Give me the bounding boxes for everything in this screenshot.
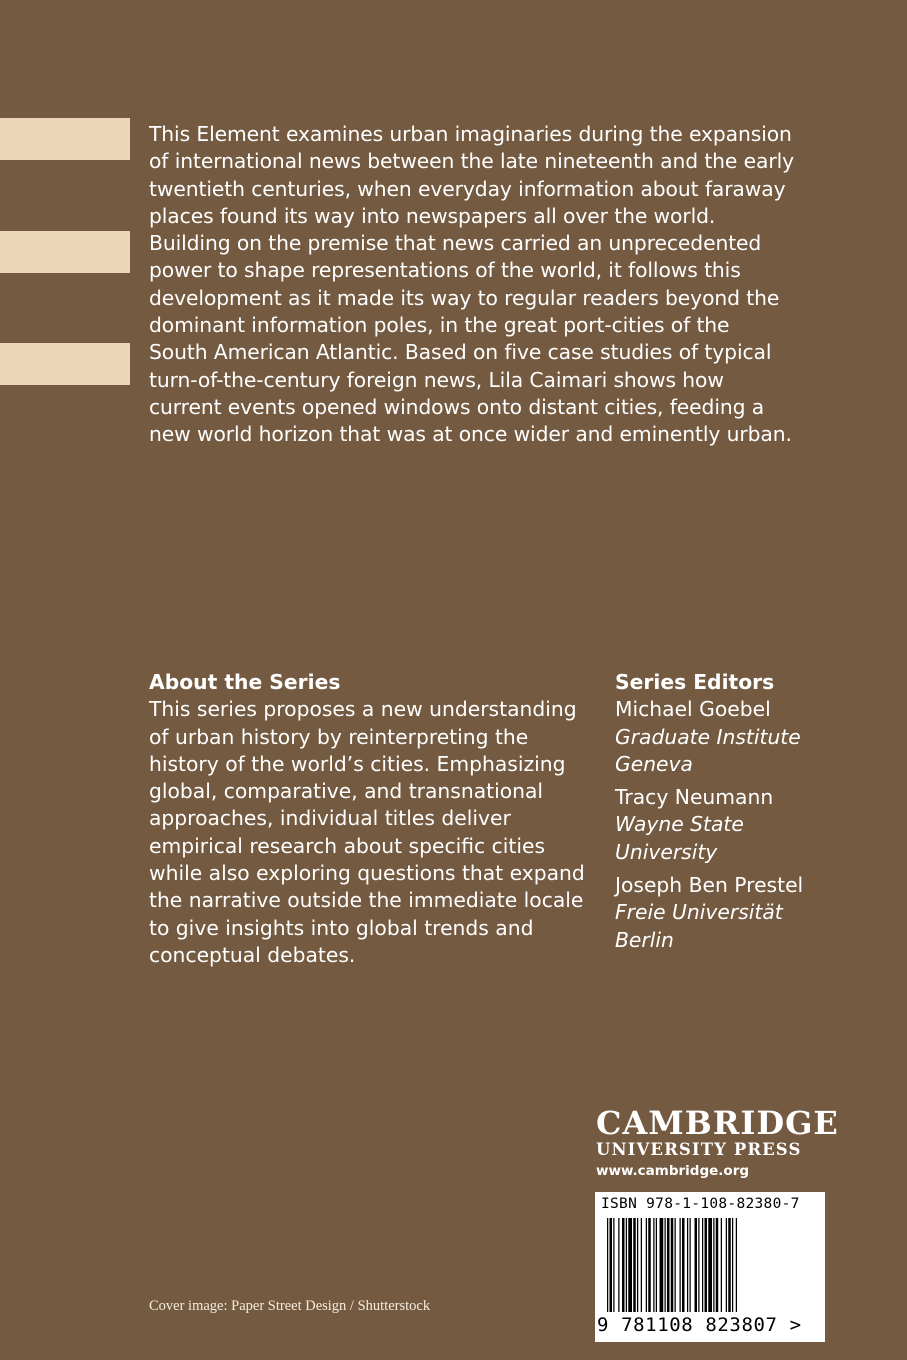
cover-image-credit: Cover image: Paper Street Design / Shutterstock <box>149 1298 431 1314</box>
publisher-url: www.cambridge.org <box>596 1163 750 1179</box>
publisher-logo <box>596 1104 839 1182</box>
description-line: Building on the premise that news carried an unprecedented <box>149 231 762 256</box>
about-line: empirical research about specific cities <box>149 833 546 858</box>
isbn-digits: 9 781108 823807 > <box>597 1314 802 1336</box>
editor-affiliation: University <box>615 839 718 864</box>
description-line: South American Atlantic. Based on five case studies of typical <box>149 340 772 365</box>
description-line: twentieth centuries, when everyday information about faraway <box>149 176 786 201</box>
about-line: of urban history by reinterpreting the <box>149 724 529 749</box>
description-line: This Element examines urban imaginaries during the expansion <box>149 122 792 146</box>
editor-entry <box>615 696 875 778</box>
description-line: dominant information poles, in the great port-cities of the <box>149 313 730 338</box>
editor-name: Tracy Neumann <box>615 785 774 810</box>
editor-entry <box>615 872 875 954</box>
description-line: development as it made its way to regular readers beyond the <box>149 285 780 310</box>
editors-heading: Series Editors <box>615 670 775 694</box>
description-line: places found its way into newspapers all over the world. <box>149 203 716 228</box>
accent-bar-1 <box>0 118 130 160</box>
description-line: new world horizon that was at once wider and eminently urban. <box>149 422 792 447</box>
editor-affiliation: Graduate Institute <box>615 724 801 749</box>
about-line: global, comparative, and transnational <box>149 779 544 804</box>
description-line: turn-of-the-century foreign news, Lila Caimari shows how <box>149 367 724 392</box>
book-description <box>149 121 839 449</box>
editor-entry <box>615 784 875 866</box>
editor-affiliation: Wayne State <box>615 812 744 837</box>
description-line: current events opened windows onto distant cities, feeding a <box>149 394 765 419</box>
publisher-press: UNIVERSITY PRESS <box>596 1140 802 1159</box>
about-line: approaches, individual titles deliver <box>149 806 511 831</box>
description-line: of international news between the late nineteenth and the early <box>149 149 795 174</box>
isbn-label: ISBN 978-1-108-82380-7 <box>601 1196 800 1212</box>
isbn-barcode-box <box>595 1192 825 1342</box>
editor-affiliation: Berlin <box>615 927 674 952</box>
about-line: history of the world’s cities. Emphasizing <box>149 751 566 776</box>
series-editors <box>615 669 875 960</box>
editor-name: Joseph Ben Prestel <box>615 873 804 898</box>
about-line: while also exploring questions that expand <box>149 861 585 886</box>
about-line: This series proposes a new understanding <box>149 697 577 722</box>
about-the-series <box>149 669 609 969</box>
about-line: the narrative outside the immediate locale <box>149 888 584 913</box>
editor-name: Michael Goebel <box>615 697 771 722</box>
accent-bar-2 <box>0 231 130 273</box>
accent-bar-3 <box>0 343 130 385</box>
description-line: power to shape representations of the world, it follows this <box>149 258 741 283</box>
editor-affiliation: Freie Universität <box>615 900 783 925</box>
editor-affiliation: Geneva <box>615 751 693 776</box>
about-heading: About the Series <box>149 670 341 694</box>
publisher-name: CAMBRIDGE <box>596 1104 839 1142</box>
about-line: conceptual debates. <box>149 942 356 967</box>
about-line: to give insights into global trends and <box>149 915 534 940</box>
barcode-icon <box>607 1218 813 1318</box>
